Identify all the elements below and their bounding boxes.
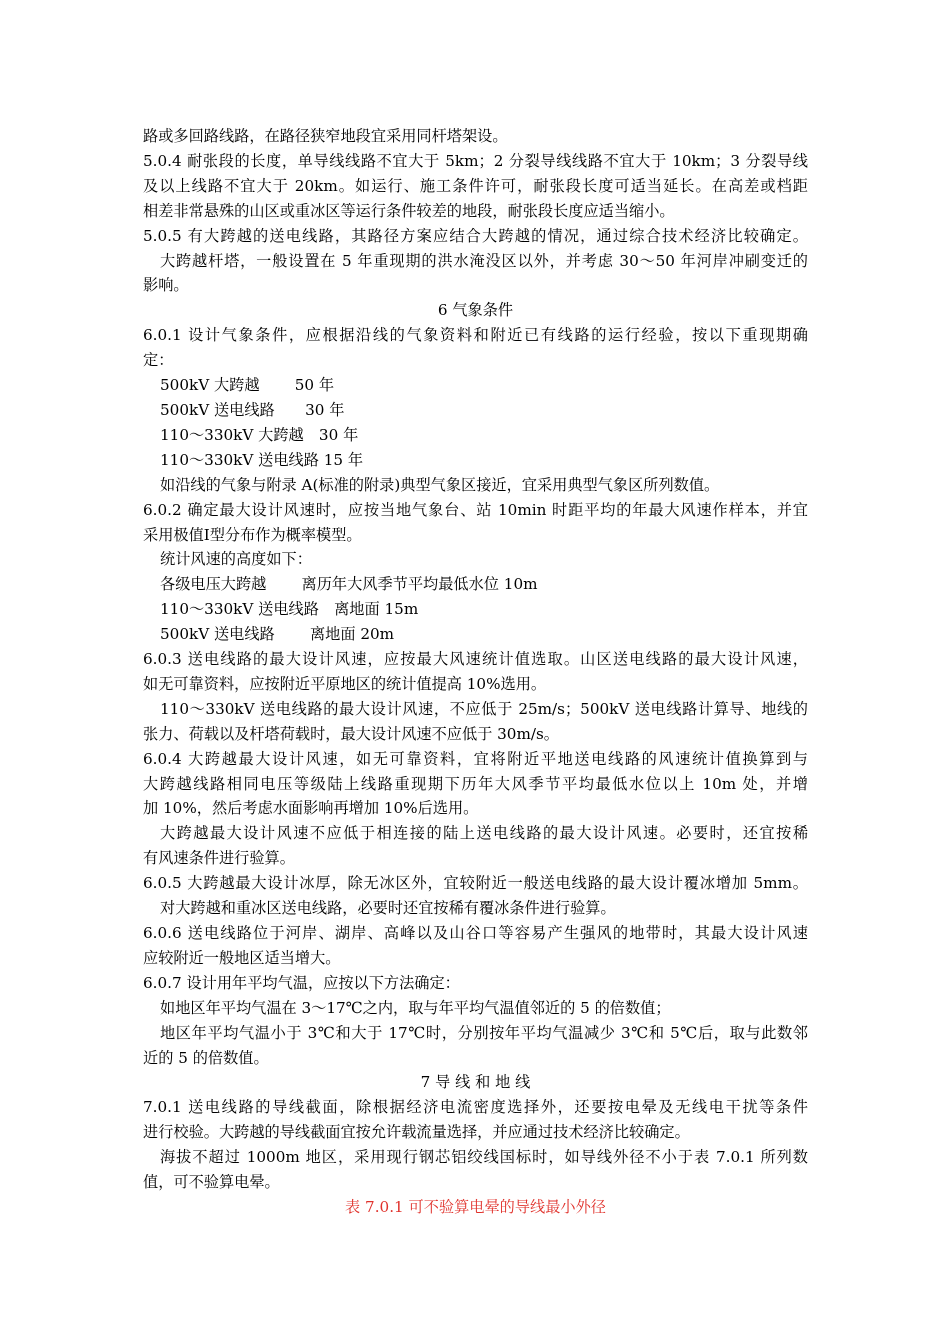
- text-line: 110～330kV 送电线路 15 年: [160, 450, 364, 469]
- text-line: 采用极值Ⅰ型分布作为概率模型。: [143, 525, 362, 544]
- text-line: 500kV 送电线路 30 年: [160, 400, 345, 419]
- text-line: 相差非常悬殊的山区或重冰区等运行条件较差的地段，耐张段长度应适当缩小。: [143, 201, 675, 220]
- text-line: 500kV 送电线路 离地面 20m: [160, 625, 395, 644]
- text-line: 加 10%，然后考虑水面影响再增加 10%后选用。: [143, 799, 479, 818]
- text-line: 110～330kV 送电线路的最大设计风速，不应低于 25m/s；500kV 送电线路计算导、地线的: [160, 699, 808, 718]
- text-line: 如地区年平均气温在 3～17℃之内，取与年平均气温值邻近的 5 的倍数值；: [160, 998, 671, 1017]
- section-heading: 6 气象条件: [437, 301, 514, 320]
- text-line: 110～330kV 大跨越 30 年: [160, 425, 359, 444]
- text-line: 6.0.5 大跨越最大设计冰厚，除无冰区外，宜较附近一般送电线路的最大设计覆冰增加 5mm。: [143, 874, 808, 893]
- text-line: 应较附近一般地区适当增大。: [143, 948, 341, 967]
- text-line: 对大跨越和重冰区送电线路，必要时还宜按稀有覆冰条件进行验算。: [160, 899, 616, 918]
- text-line: 6.0.2 确定最大设计风速时，应按当地气象台、站 10min 时距平均的年最大风速作样本，并宜: [143, 500, 808, 519]
- text-line: 大跨越最大设计风速不应低于相连接的陆上送电线路的最大设计风速。必要时，还宜按稀: [160, 824, 808, 843]
- text-line: 定：: [143, 351, 174, 370]
- text-line: 大跨越杆塔，一般设置在 5 年重现期的洪水淹没区以外，并考虑 30～50 年河岸冲刷变迁的: [160, 251, 808, 270]
- section-heading: 7 导 线 和 地 线: [420, 1073, 531, 1092]
- text-line: 路或多回路线路，在路径狭窄地段宜采用同杆塔架设。: [143, 127, 508, 145]
- text-line: 6.0.4 大跨越最大设计风速，如无可靠资料，宜将附近平地送电线路的风速统计值换算到与: [143, 749, 808, 768]
- text-line: 6.0.6 送电线路位于河岸、湖岸、高峰以及山谷口等容易产生强风的地带时，其最大设计风速: [143, 924, 808, 942]
- text-line: 110～330kV 送电线路 离地面 15m: [160, 600, 419, 619]
- text-line: 各级电压大跨越 离历年大风季节平均最低水位 10m: [160, 575, 538, 594]
- text-line: 有风速条件进行验算。: [143, 849, 295, 868]
- text-line: 近的 5 的倍数值。: [143, 1048, 269, 1067]
- text-line: 影响。: [143, 276, 189, 295]
- text-line: 进行校验。大跨越的导线截面宜按允许载流量选择，并应通过技术经济比较确定。: [143, 1123, 690, 1142]
- text-line: 如无可靠资料，应按附近平原地区的统计值提高 10%选用。: [143, 674, 547, 693]
- text-line: 统计风速的高度如下：: [160, 550, 312, 569]
- table-caption: 表 7.0.1 可不验算电晕的导线最小外径: [345, 1197, 606, 1216]
- text-line: 500kV 大跨越 50 年: [160, 376, 335, 395]
- text-line: 6.0.1 设计气象条件，应根据沿线的气象资料和附近已有线路的运行经验，按以下重现期确: [143, 326, 808, 345]
- document-page: [143, 124, 808, 1220]
- text-line: 大跨越线路相同电压等级陆上线路重现期下历年大风季节平均最低水位以上 10m 处，并增: [143, 774, 808, 793]
- text-line: 值，可不验算电晕。: [143, 1173, 280, 1192]
- text-line: 及以上线路不宜大于 20km。如运行、施工条件许可，耐张段长度可适当延长。在高差或档距: [143, 176, 808, 195]
- text-line: 如沿线的气象与附录 A(标准的附录)典型气象区接近，宜采用典型气象区所列数值。: [160, 475, 720, 494]
- text-line: 张力、荷载以及杆塔荷载时，最大设计风速不应低于 30m/s。: [143, 724, 559, 743]
- text-line: 5.0.4 耐张段的长度，单导线线路不宜大于 5km；2 分裂导线线路不宜大于 10km；3 分裂导线: [143, 151, 808, 170]
- text-line: 5.0.5 有大跨越的送电线路，其路径方案应结合大跨越的情况，通过综合技术经济比较确定。: [143, 226, 808, 245]
- text-line: 7.0.1 送电线路的导线截面，除根据经济电流密度选择外，还要按电晕及无线电干扰等条件: [143, 1098, 808, 1117]
- text-line: 地区年平均气温小于 3℃和大于 17℃时，分别按年平均气温减少 3℃和 5℃后，取与此数邻: [160, 1023, 808, 1042]
- text-line: 6.0.7 设计用年平均气温，应按以下方法确定：: [143, 973, 460, 992]
- text-line: 海拔不超过 1000m 地区，采用现行钢芯铝绞线国标时，如导线外径不小于表 7.0.1 所列数: [160, 1148, 808, 1167]
- text-line: 6.0.3 送电线路的最大设计风速，应按最大风速统计值选取。山区送电线路的最大设计风速，: [143, 650, 808, 669]
